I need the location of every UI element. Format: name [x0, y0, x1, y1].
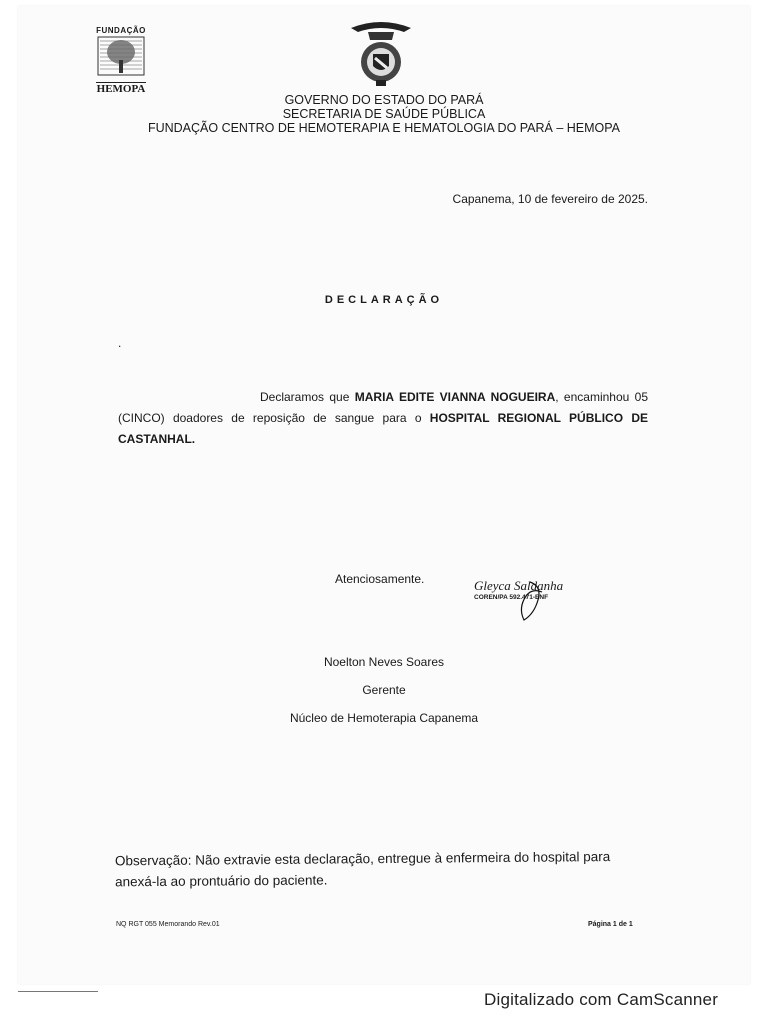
closing-text: Atenciosamente.: [335, 572, 425, 586]
body-part2: , encaminhou 05 (CINCO) doadores de reposição de sangue para o: [118, 390, 649, 425]
header-line-foundation: FUNDAÇÃO CENTRO DE HEMOTERAPIA E HEMATOLOGIA DO PARÁ – HEMOPA: [147, 121, 621, 135]
signature-registration: COREN/PA 592.471-ENF: [474, 594, 549, 601]
stray-mark: .: [118, 336, 122, 350]
footer-form-code: NQ RGT 055 Memorando Rev.01: [116, 921, 220, 928]
coat-of-arms-icon: [346, 18, 416, 88]
observation-label: Observação:: [114, 852, 192, 869]
signer-name: Noelton Neves Soares: [323, 655, 445, 669]
document-page: [18, 6, 750, 984]
tree-icon: [96, 35, 146, 77]
signature-stamp: [474, 578, 570, 626]
logo-top-text: FUNDAÇÃO: [96, 26, 146, 35]
camscanner-watermark: Digitalizado com CamScanner: [484, 990, 719, 1009]
header-line-government: GOVERNO DO ESTADO DO PARÁ: [284, 93, 484, 107]
scan-edge-line: [18, 991, 98, 992]
signature-name: Gleyca Saldanha: [474, 578, 564, 593]
observation-note: [115, 846, 655, 893]
document-date: Capanema, 10 de fevereiro de 2025.: [452, 192, 648, 206]
header-line-secretariat: SECRETARIA DE SAÚDE PÚBLICA: [282, 107, 486, 121]
hemopa-logo: [96, 26, 146, 94]
signer-unit: Núcleo de Hemoterapia Capanema: [289, 711, 479, 725]
signature-scribble-icon: [512, 578, 546, 624]
patient-name: MARIA EDITE VIANNA NOGUEIRA: [354, 390, 556, 404]
observation-text: Não extravie esta declaração, entregue à enfermeira do hospital para anexá-la ao prontuário do paciente.: [115, 849, 611, 890]
hospital-name: HOSPITAL REGIONAL PÚBLICO DE CASTANHAL.: [118, 411, 648, 446]
footer-page-number: Página 1 de 1: [588, 921, 633, 928]
declaration-body: [118, 387, 648, 450]
signer-role: Gerente: [362, 683, 406, 697]
institution-header: [100, 93, 668, 135]
logo-bottom-text: HEMOPA: [96, 83, 146, 95]
document-title: DECLARAÇÃO: [324, 294, 444, 306]
body-part1: Declaramos que: [260, 390, 355, 404]
